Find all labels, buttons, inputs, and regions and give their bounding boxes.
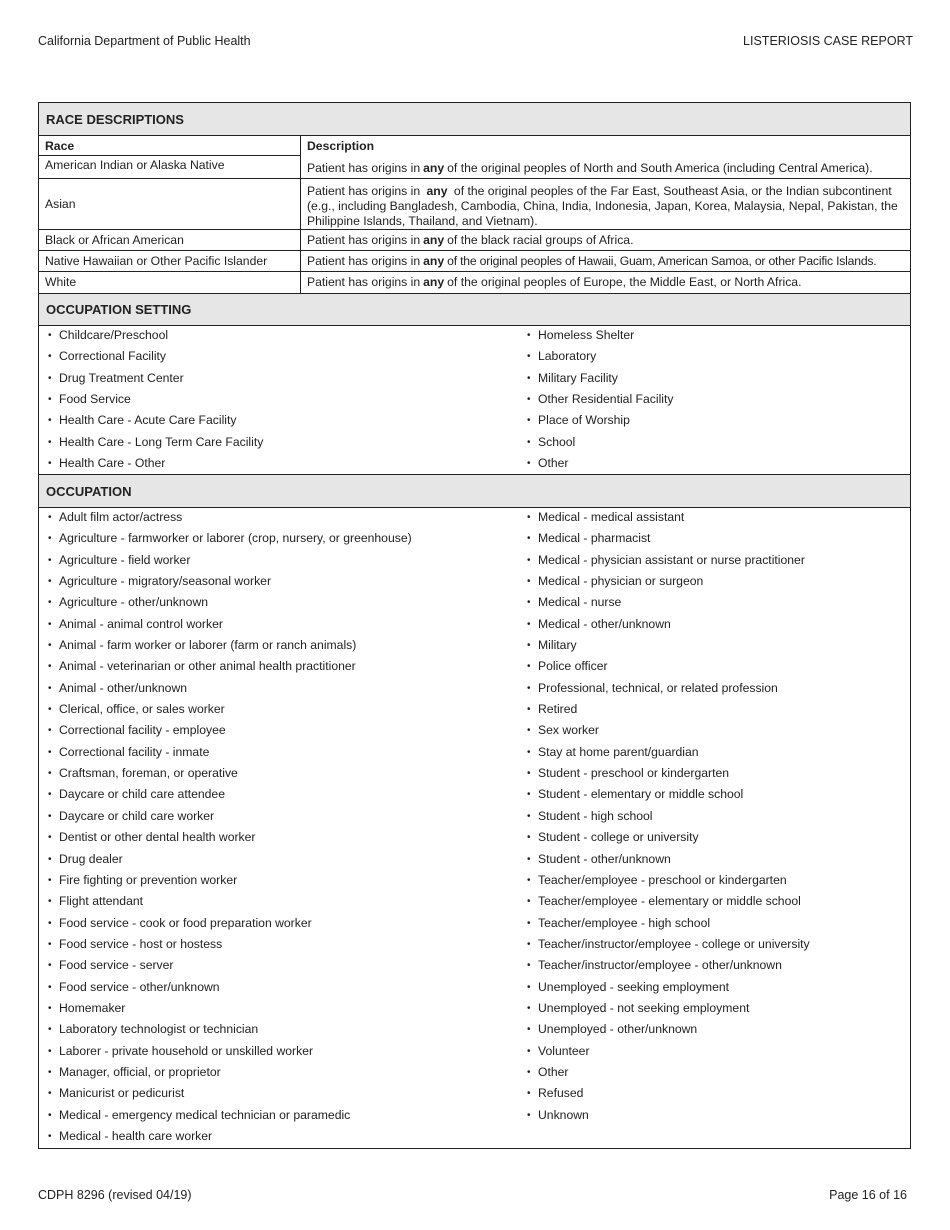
occupation-item: • Medical - medical assistant [525,509,905,530]
occupation-item: • Teacher/employee - elementary or middle school [525,893,905,914]
occupation-setting-item: • Other Residential Facility [525,391,905,412]
occupation-item: • Daycare or child care attendee [46,786,516,807]
occupation-setting-item: • Other [525,455,905,476]
occupation-item: • Student - college or university [525,829,905,850]
occupation-item: • Student - high school [525,808,905,829]
race-name-2: Asian [45,197,76,211]
race-name-5: White [45,275,77,289]
occupation-item: • Adult film actor/actress [46,509,516,530]
form-table [38,102,911,1149]
occupation-setting-item: • Food Service [46,391,516,412]
occupation-setting-item: • Homeless Shelter [525,327,905,348]
occupation-item: • Military [525,637,905,658]
occupation-setting-item: • School [525,434,905,455]
occupation-item: • Manager, official, or proprietor [46,1064,516,1085]
occupation-setting-item: • Drug Treatment Center [46,370,516,391]
occupation-item: • Student - preschool or kindergarten [525,765,905,786]
race-descriptions-title: RACE DESCRIPTIONS [39,103,910,135]
occupation-item: • Animal - animal control worker [46,616,516,637]
occupation-item: • Correctional facility - employee [46,722,516,743]
occupation-setting-item: • Health Care - Long Term Care Facility [46,434,516,455]
occupation-item: • Drug dealer [46,851,516,872]
occupation-item: • Food service - cook or food preparation worker [46,915,516,936]
occupation-item: • Other [525,1064,905,1085]
occupation-item: • Medical - nurse [525,594,905,615]
occupation-item: • Daycare or child care worker [46,808,516,829]
race-name-1: American Indian or Alaska Native [45,158,225,172]
race-description-3: Patient has origins in any of the black racial groups of Africa. [307,233,634,247]
occupation-item: • Teacher/instructor/employee - college or university [525,936,905,957]
occupation-item: • Volunteer [525,1043,905,1064]
occupation-item: • Unemployed - not seeking employment [525,1000,905,1021]
occupation-item: • Agriculture - migratory/seasonal worker [46,573,516,594]
occupation-item: • Teacher/employee - preschool or kindergarten [525,872,905,893]
occupation-item: • Agriculture - other/unknown [46,594,516,615]
race-name-4: Native Hawaiian or Other Pacific Islander [45,254,268,268]
occupation-item: • Unemployed - other/unknown [525,1021,905,1042]
occupation-item: • Teacher/instructor/employee - other/unknown [525,957,905,978]
occupation-item: • Medical - physician or surgeon [525,573,905,594]
occupation-title: OCCUPATION [39,475,910,507]
race-description-4: Patient has origins in any of the original peoples of Hawaii, Guam, American Samoa, or other Pacific Islands. [307,254,877,268]
occupation-item: • Homemaker [46,1000,516,1021]
occupation-setting-list-left [46,327,516,476]
occupation-item: • Sex worker [525,722,905,743]
occupation-setting-item: • Laboratory [525,348,905,369]
occupation-item: • Laboratory technologist or technician [46,1021,516,1042]
occupation-item: • Unemployed - seeking employment [525,979,905,1000]
occupation-item: • Medical - health care worker [46,1128,516,1149]
occupation-item: • Refused [525,1085,905,1106]
race-description-1: Patient has origins in any of the original peoples of North and South America (including Central America). [307,161,873,175]
occupation-item: • Agriculture - farmworker or laborer (crop, nursery, or greenhouse) [46,530,516,551]
footer-form-number: CDPH 8296 (revised 04/19) [38,1188,192,1202]
occupation-item: • Food service - host or hostess [46,936,516,957]
occupation-item: • Stay at home parent/guardian [525,744,905,765]
occupation-setting-item: • Health Care - Acute Care Facility [46,412,516,433]
header-form-title: LISTERIOSIS CASE REPORT [743,34,913,48]
occupation-setting-item: • Correctional Facility [46,348,516,369]
occupation-item: • Medical - pharmacist [525,530,905,551]
occupation-list-left [46,509,516,1149]
occupation-item: • Craftsman, foreman, or operative [46,765,516,786]
occupation-item: • Medical - other/unknown [525,616,905,637]
occupation-setting-item: • Health Care - Other [46,455,516,476]
footer-page-number: Page 16 of 16 [829,1188,907,1202]
occupation-item: • Food service - other/unknown [46,979,516,1000]
race-description-5: Patient has origins in any of the original peoples of Europe, the Middle East, or North Africa. [307,275,802,289]
occupation-item: • Animal - other/unknown [46,680,516,701]
occupation-setting-item: • Place of Worship [525,412,905,433]
occupation-item: • Fire fighting or prevention worker [46,872,516,893]
occupation-item: • Correctional facility - inmate [46,744,516,765]
occupation-item: • Animal - veterinarian or other animal health practitioner [46,658,516,679]
occupation-item: • Medical - emergency medical technician or paramedic [46,1107,516,1128]
description-column-header: Description [307,138,375,153]
occupation-item: • Agriculture - field worker [46,552,516,573]
occupation-item: • Student - elementary or middle school [525,786,905,807]
occupation-item: • Clerical, office, or sales worker [46,701,516,722]
occupation-list-right [525,509,905,1128]
header-organization: California Department of Public Health [38,34,251,48]
occupation-item: • Dentist or other dental health worker [46,829,516,850]
race-column-header: Race [45,138,75,153]
occupation-item: • Animal - farm worker or laborer (farm or ranch animals) [46,637,516,658]
occupation-item: • Medical - physician assistant or nurse practitioner [525,552,905,573]
occupation-setting-list-right [525,327,905,476]
occupation-setting-item: • Military Facility [525,370,905,391]
occupation-item: • Retired [525,701,905,722]
occupation-setting-title: OCCUPATION SETTING [39,294,910,325]
occupation-item: • Student - other/unknown [525,851,905,872]
race-description-2: Patient has origins in any of the original peoples of the Far East, Southeast Asia, or the Indian subcontinent (e.g., including Bangladesh, Cambodia, China, India, Indonesia, Japan, Korea, Malaysia, Nepal, Pakistan, the Philippine Islands, Thailand, and Vietnam). [307,184,898,228]
occupation-setting-item: • Childcare/Preschool [46,327,516,348]
occupation-item: • Professional, technical, or related profession [525,680,905,701]
occupation-item: • Manicurist or pedicurist [46,1085,516,1106]
race-name-3: Black or African American [45,233,184,247]
occupation-item: • Flight attendant [46,893,516,914]
occupation-item: • Teacher/employee - high school [525,915,905,936]
occupation-item: • Food service - server [46,957,516,978]
occupation-item: • Police officer [525,658,905,679]
occupation-item: • Unknown [525,1107,905,1128]
occupation-item: • Laborer - private household or unskilled worker [46,1043,516,1064]
